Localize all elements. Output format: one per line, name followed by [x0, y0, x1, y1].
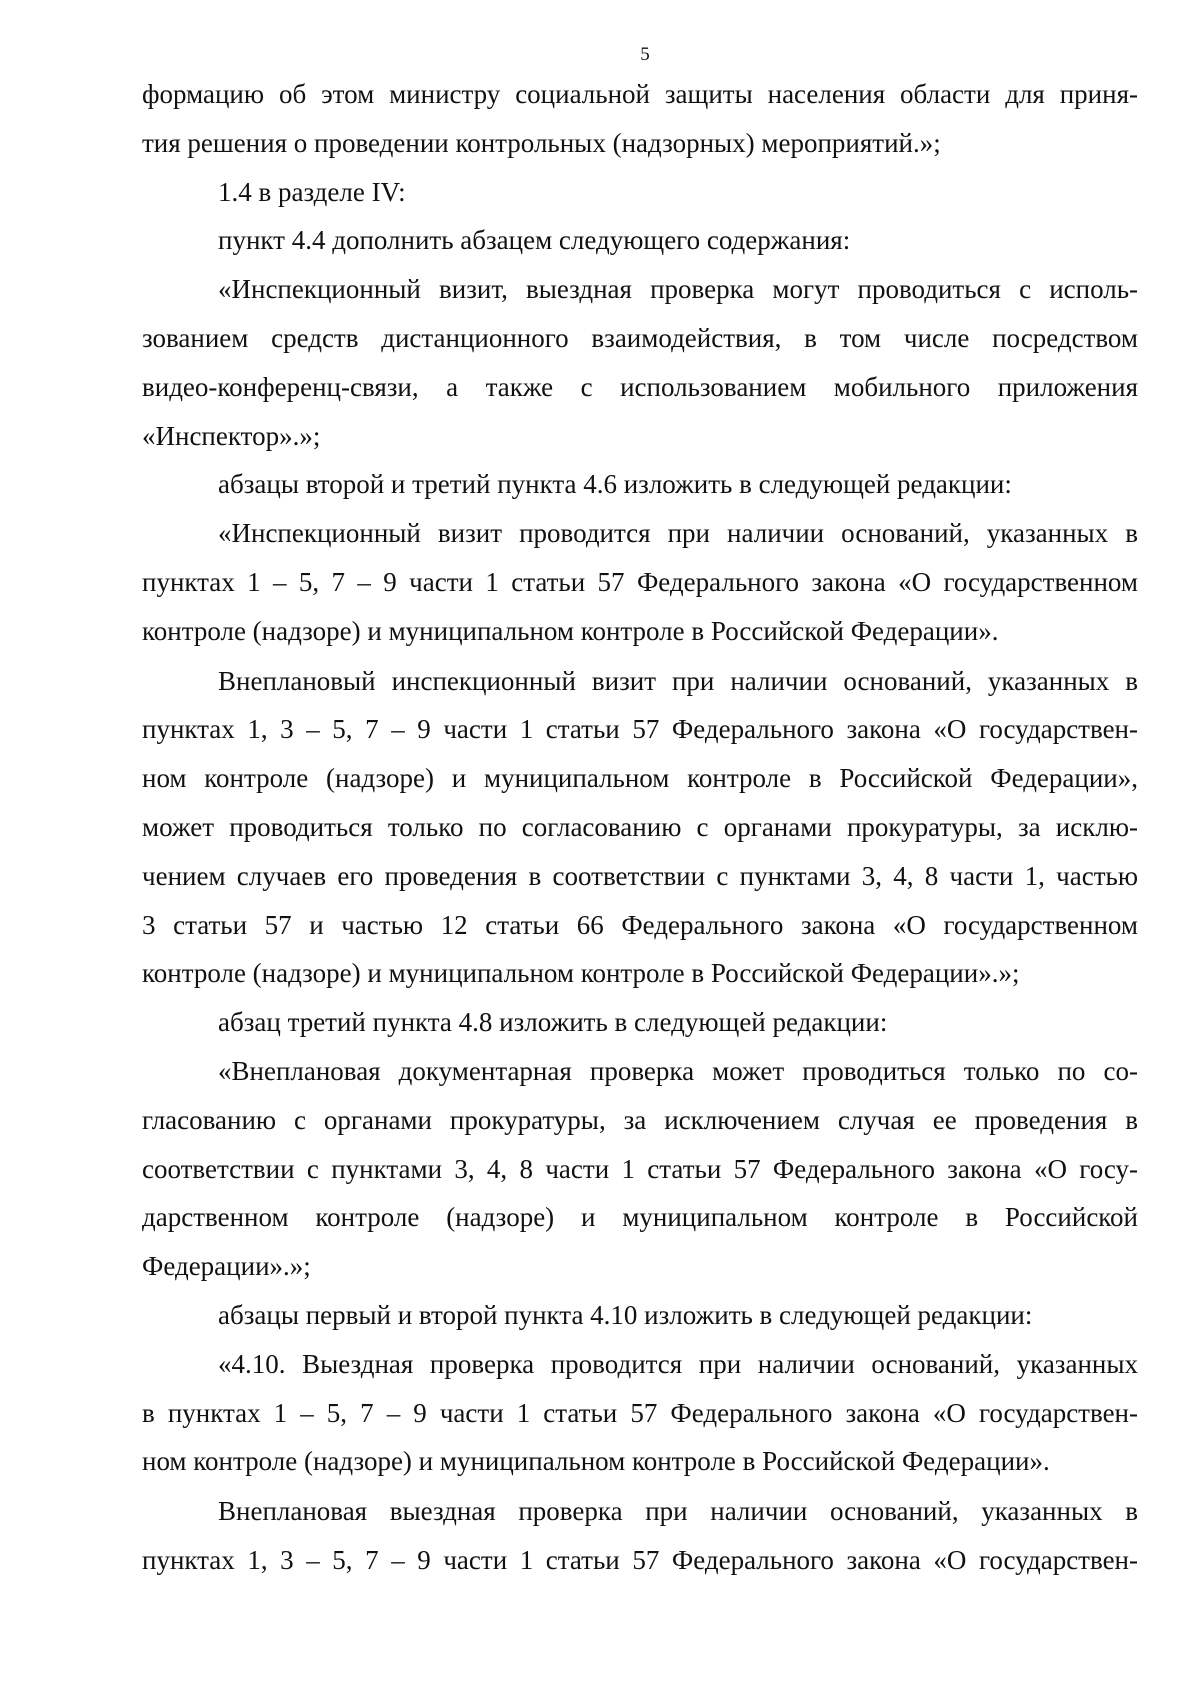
text-line: пункт 4.4 дополнить абзацем следующего содержания:: [218, 225, 851, 256]
text-line: гласованию с органами прокуратуры, за исключением случая ее проведения в: [142, 1104, 1138, 1135]
document-body: [142, 70, 1138, 1585]
text-line: в пунктах 1 – 5, 7 – 9 части 1 статьи 57 Федерального закона «О государствен-: [142, 1397, 1138, 1428]
page-number: 5: [640, 44, 650, 65]
text-line: видео-конференц-связи, а также с использованием мобильного приложения: [142, 371, 1138, 402]
text-line: абзацы второй и третий пункта 4.6 изложить в следующей редакции:: [218, 469, 1012, 500]
text-line: чением случаев его проведения в соответствии с пунктами 3, 4, 8 части 1, частью: [142, 860, 1138, 891]
text-line: «Инспекционный визит, выездная проверка могут проводиться с исполь-: [218, 274, 1138, 305]
text-line: «Инспектор».»;: [142, 420, 321, 451]
text-line: зованием средств дистанционного взаимодействия, в том числе посредством: [142, 322, 1138, 353]
text-line: дарственном контроле (надзоре) и муниципальном контроле в Российской: [142, 1202, 1138, 1233]
text-line: «Инспекционный визит проводится при наличии оснований, указанных в: [218, 518, 1138, 549]
text-line: «4.10. Выездная проверка проводится при наличии оснований, указанных: [218, 1348, 1138, 1379]
text-line: Внеплановая выездная проверка при наличии оснований, указанных в: [218, 1496, 1138, 1527]
text-line: ном контроле (надзоре) и муниципальном контроле в Российской Федерации».: [142, 1446, 1050, 1477]
text-line: формацию об этом министру социальной защиты населения области для приня-: [142, 79, 1138, 109]
text-line: ном контроле (надзоре) и муниципальном контроле в Российской Федерации»,: [142, 763, 1138, 794]
text-line: пунктах 1 – 5, 7 – 9 части 1 статьи 57 Федерального закона «О государственном: [142, 566, 1138, 597]
text-line: 3 статьи 57 и частью 12 статьи 66 Федерального закона «О государственном: [142, 909, 1138, 940]
text-line: соответствии с пунктами 3, 4, 8 части 1 статьи 57 Федерального закона «О госу-: [142, 1153, 1138, 1184]
text-line: абзац третий пункта 4.8 изложить в следующей редакции:: [218, 1007, 888, 1038]
text-line: Внеплановый инспекционный визит при наличии оснований, указанных в: [218, 665, 1138, 696]
text-line: абзацы первый и второй пункта 4.10 изложить в следующей редакции:: [218, 1299, 1033, 1330]
text-line: пунктах 1, 3 – 5, 7 – 9 части 1 статьи 57 Федерального закона «О государствен-: [142, 714, 1138, 745]
text-line: может проводиться только по согласованию с органами прокуратуры, за исклю-: [142, 811, 1138, 842]
text-line: «Внеплановая документарная проверка может проводиться только по со-: [218, 1055, 1138, 1086]
text-line: контроле (надзоре) и муниципальном контроле в Российской Федерации».»;: [142, 958, 1020, 989]
text-line: пунктах 1, 3 – 5, 7 – 9 части 1 статьи 57 Федерального закона «О государствен-: [142, 1544, 1138, 1575]
text-line: контроле (надзоре) и муниципальном контроле в Российской Федерации».: [142, 615, 999, 646]
text-line: 1.4 в разделе IV:: [218, 176, 406, 207]
text-line: тия решения о проведении контрольных (надзорных) мероприятий.»;: [142, 127, 941, 158]
text-line: Федерации».»;: [142, 1251, 311, 1282]
